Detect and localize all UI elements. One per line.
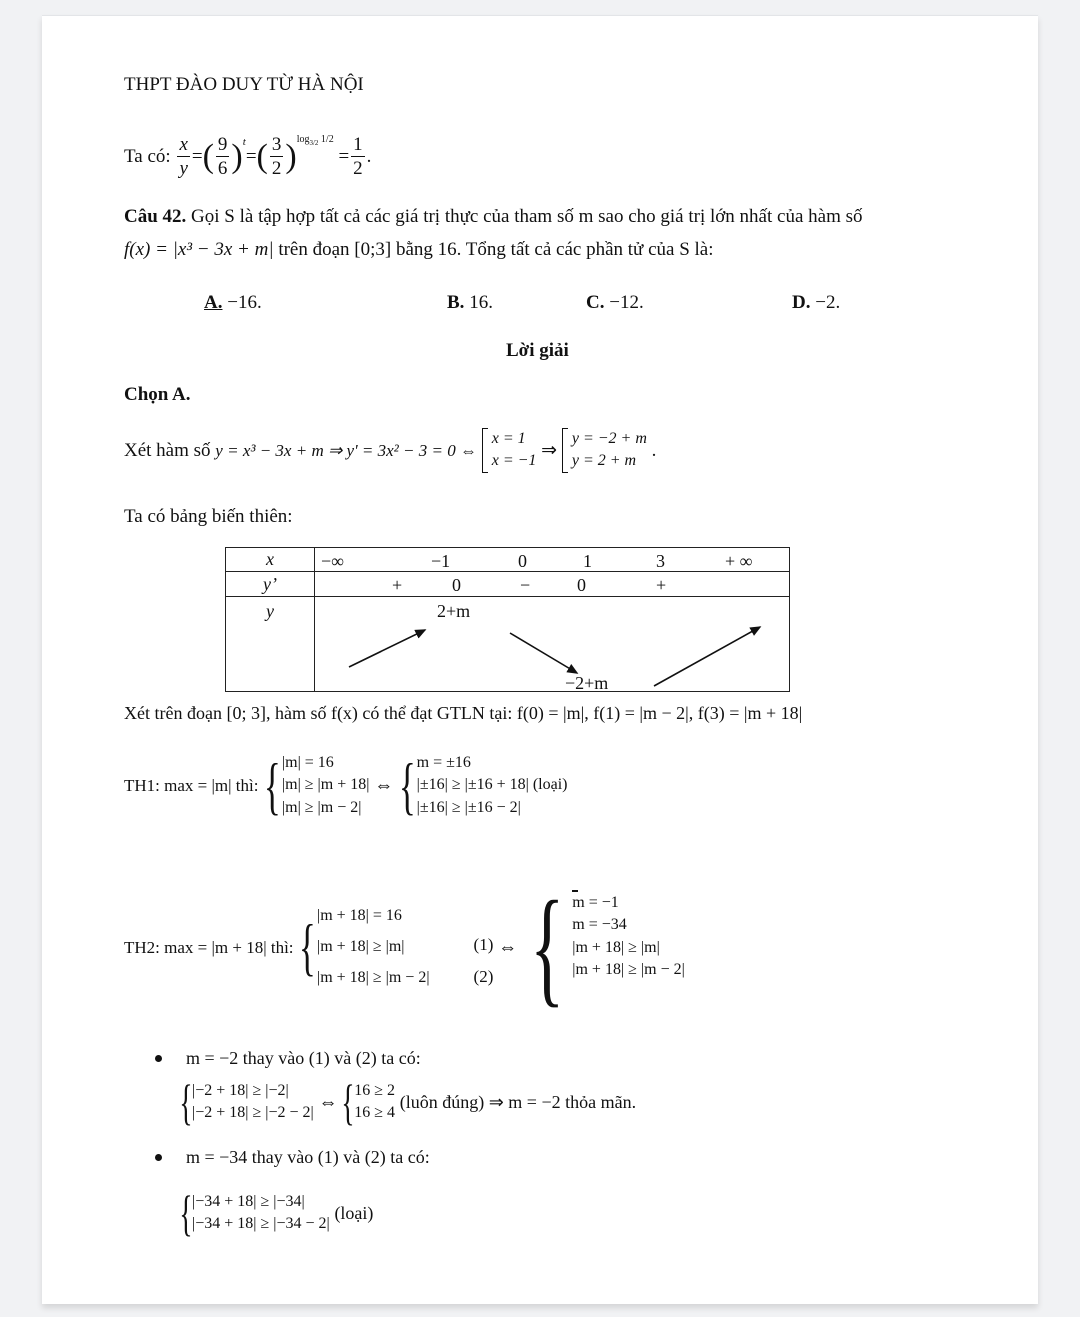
bullet2-head: m = −34 thay vào (1) và (2) ta có:: [186, 1147, 430, 1167]
question-number: Câu 42.: [124, 206, 187, 227]
bullet1-head: m = −2 thay vào (1) và (2) ta có:: [186, 1048, 421, 1068]
bullet1-system: { |−2 + 18| ≥ |−2| |−2 + 18| ≥ |−2 − 2| ⇔ { 16 ≥ 2 16 ≥ 4 (luôn đúng) ⇒ m = −2 thỏa mãn.: [179, 1074, 637, 1130]
row-yprime-values: + 0 − 0 +: [315, 572, 790, 597]
critical-points: x = 1 x = −1: [482, 428, 537, 473]
chosen-answer: Chọn A.: [124, 384, 191, 405]
fraction-3-over-2: $\frac{3}{2}$: [271, 134, 282, 179]
row-yprime-label: y’: [226, 572, 315, 597]
fraction-1-over-2: $\frac{1}{2}$: [353, 134, 363, 179]
gtln-line: Xét trên đoạn [0; 3], hàm số f(x) có thể đạt GTLN tại: f(0) = |m|, f(1) = |m − 2|, f(3) = |m + 18|: [124, 703, 803, 723]
question-text: Gọi S là tập hợp tất cả các giá trị thực của tham số m sao cho giá trị lớn nhất của hàm số: [191, 206, 863, 227]
variation-table: [225, 547, 790, 692]
school-header: THPT ĐÀO DUY TỪ HÀ NỘI: [124, 74, 364, 95]
row-y-label: y: [226, 597, 315, 692]
decreasing-arrow: [510, 633, 577, 673]
question-text-2: trên đoạn [0;3] bằng 16. Tổng tất cả các phần tử của S là:: [278, 239, 714, 260]
max-value: 2+m: [437, 601, 471, 621]
question-line2: [124, 240, 714, 259]
row-y-values: [315, 597, 790, 692]
bullet2-system: { |−34 + 18| ≥ |−34| |−34 + 18| ≥ |−34 − 2| (loại): [179, 1185, 374, 1241]
row-x-label: x: [226, 548, 315, 572]
bullet-icon: [155, 1055, 162, 1062]
bbt-label: Ta có bảng biến thiên:: [124, 506, 293, 527]
ta-co-equation: Ta có: $\frac{x}{y}$ = ( $\frac{9}{6}$ ) t = ( $\frac{3}{2}$ ) $\log_{3/2} 1/2$ = $\frac{1}{2}$ .: [124, 133, 372, 179]
answer-d[interactable]: D. −2.: [792, 292, 841, 313]
min-value: −2+m: [565, 673, 609, 693]
increasing-arrow-2: [654, 627, 760, 686]
case-th2: TH2: max = |m + 18| thì: { |m + 18| = 16 |m + 18| ≥ |m| |m + 18| ≥ |m − 2| (1) (2) ⇔ { m = −1 m = −34 |m + 18| ≥ |m| |m + 18| ≥ |m − 2|: [124, 875, 685, 1019]
log-exponent: $\log_{3/2} 1/2$: [296, 133, 334, 147]
case-th1: TH1: max = |m| thì: { |m| = 16 |m| ≥ |m + 18| |m| ≥ |m − 2| ⇔ { m = ±16 |±16| ≥ |±16 + 18| (loại) |±16| ≥ |±16 − 2|: [124, 749, 568, 821]
function-expression: f(x) = |x³ − 3x + m|: [124, 239, 274, 260]
critical-values: y = −2 + m y = 2 + m: [562, 428, 647, 473]
fraction-9-over-6: $\frac{9}{6}$: [217, 134, 228, 179]
question-line1: [124, 207, 863, 226]
solution-title: Lời giải: [506, 340, 569, 361]
answer-b[interactable]: B. 16.: [447, 292, 493, 313]
answer-a[interactable]: A. −16.: [204, 292, 262, 313]
increasing-arrow-1: [349, 630, 425, 667]
ta-co-label: Ta có:: [124, 146, 171, 167]
answer-c[interactable]: C. −12.: [586, 292, 644, 313]
row-x-values: −∞ −1 0 1 3 + ∞: [315, 548, 790, 572]
variation-arrows: [315, 597, 790, 692]
fraction-x-over-y: $\frac{x}{y}$: [179, 134, 188, 179]
bullet-icon: [155, 1154, 162, 1161]
derivative-line: Xét hàm số y = x³ − 3x + m ⇒ y' = 3x² − 3 = 0 ⇔ x = 1 x = −1 ⇒ y = −2 + m y = 2 + m .: [124, 428, 656, 473]
